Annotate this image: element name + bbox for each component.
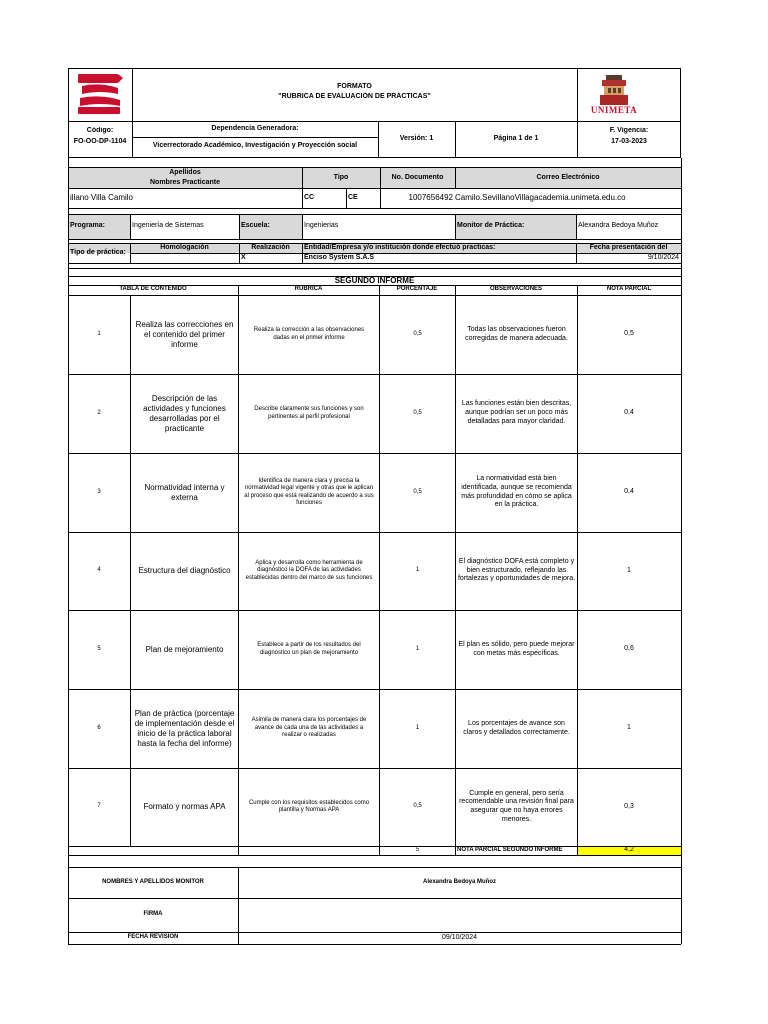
section-title: SEGUNDO INFORME — [334, 276, 415, 285]
program-label: Programa: — [70, 222, 106, 230]
row-observation: Cumple en general, pero sería recomendable una revisión final para asegurar que no haya errores menores. — [459, 789, 574, 823]
row-number: 4 — [97, 567, 101, 574]
row-rubric: Cumple con los requisitos establecidos como plantilla y Normas APA — [248, 799, 370, 813]
names-label-2: Nombres Practicante — [149, 178, 221, 186]
row-grade: 0,4 — [624, 409, 634, 417]
row-content: Normatividad interna y externa — [144, 482, 225, 502]
monitor-label: Monitor de Práctica: — [457, 222, 525, 230]
program-value: Ingeniería de Sistemas — [132, 222, 204, 230]
row-percent: 0,5 — [413, 803, 422, 810]
code-value: FO-OO-DP-1104 — [73, 137, 127, 145]
institution-logo — [74, 72, 126, 116]
row-observation: Los porcentajes de avance son claros y detallados correctamente. — [463, 719, 570, 736]
realization-mark: X — [241, 253, 246, 261]
email-label: Correo Electrónico — [536, 173, 600, 181]
row-content: Descripción de las actividades y funciones desarrolladas por el practicante — [143, 393, 226, 433]
row-number: 5 — [97, 645, 101, 652]
row-content: Plan de mejoramiento — [145, 644, 224, 654]
col-content: TABLA DE CONTENIDO — [119, 286, 187, 293]
row-percent: 0,5 — [413, 330, 422, 337]
monitor-value: Alexandra Bedoya Muñoz — [578, 222, 659, 230]
total-grade: 4,2 — [624, 846, 634, 854]
student-email: Camilo.SevillanoVillagacademia.unimeta.edu.co — [455, 193, 626, 202]
names-label-1: Apellidos — [169, 168, 201, 176]
firma-label: FIRMA — [143, 911, 163, 918]
row-rubric: Asimila de manera clara los porcentajes de avance de cada una de las actividades a realizar o realizadas — [251, 717, 367, 739]
type-label: Tipo — [333, 173, 349, 181]
col-observations: OBSERVACIONES — [489, 286, 543, 293]
format-title: FORMATO — [337, 82, 372, 90]
row-rubric: Identifica de manera clara y precisa la normatividad legal vigente y otras que le aplican al proceso que está realizando de acuerdo a sus funciones — [244, 477, 374, 506]
code-label: Código: — [86, 127, 114, 135]
unimeta-logo-text: UNIMETA — [590, 105, 638, 115]
total-label: NOTA PARCIAL SEGUNDO INFORME — [457, 846, 563, 853]
monitor-signature-label: NOMBRES Y APELLIDOS MONITOR — [102, 878, 204, 885]
row-observation: Todas las observaciones fueron corregidas de manera adecuada. — [465, 325, 568, 342]
homologation-label: Homologación — [160, 243, 209, 251]
row-grade: 0,3 — [624, 802, 634, 810]
row-percent: 0,5 — [413, 409, 422, 416]
row-rubric: Realiza la corrección a las observaciones dadas en el primer informe — [253, 327, 365, 341]
row-observation: El plan es sólido, pero puede mejorar con metas más específicas. — [458, 640, 575, 657]
row-number: 1 — [97, 330, 101, 337]
school-label: Escuela: — [241, 222, 270, 230]
row-grade: 0,6 — [624, 645, 634, 653]
row-grade: 1 — [627, 566, 631, 574]
row-content: Estructura del diagnóstico — [138, 566, 231, 575]
monitor-signature-value: Alexandra Bedoya Muñoz — [422, 878, 496, 885]
row-observation: El diagnóstico DOFA está completo y bien estructurado, reflejando las fortalezas y oportunidades de mejora. — [457, 557, 576, 583]
format-subtitle: "RUBRICA DE EVALUACIÓN DE PRÁCTICAS" — [278, 92, 431, 100]
validity-label: F. Vigencia: — [609, 127, 649, 135]
ce-label: CE — [348, 193, 358, 201]
row-number: 3 — [97, 488, 101, 495]
row-grade: 0,4 — [624, 488, 634, 496]
row-percent: 1 — [415, 724, 420, 731]
row-rubric: Describe claramente sus funciones y son pertinentes al perfil profesional — [254, 406, 364, 420]
cc-label: CC — [304, 193, 315, 201]
row-percent: 1 — [415, 567, 420, 574]
row-observation: Las funciones están bien descritas, aunque podrían ser un poco más detalladas para mayor claridad. — [461, 400, 572, 425]
row-grade: 1 — [627, 724, 631, 732]
row-percent: 1 — [415, 645, 420, 652]
col-grade: NOTA PARCIAL — [606, 286, 652, 293]
dependency-value: Vicerrectorado Académico, Investigación y Proyección social — [152, 142, 358, 150]
review-date-label: FECHA REVISIÓN — [127, 934, 179, 941]
document-number: 1007656492 — [408, 193, 453, 202]
presentation-date-label: Fecha presentación del — [589, 243, 668, 251]
row-grade: 0,5 — [624, 330, 634, 338]
row-number: 2 — [97, 409, 101, 416]
row-content: Plan de práctica (porcentaje de implementación desde el inicio de la práctica laboral hasta la fecha del informe) — [134, 708, 235, 748]
entity-label: Entidad/Empresa y/o institución donde efectuó practicas: — [304, 243, 496, 251]
col-percent: PORCENTAJE — [396, 286, 438, 293]
row-rubric: Aplica y desarrolla como herramienta de diagnóstico la DOFA de las actividades establecidas dentro del marco de sus funciones — [245, 559, 373, 581]
row-observation: La normatividad está bien identificada, aunque se recomienda más profundidad en cómo se aplica en la práctica. — [461, 475, 572, 509]
total-percent: 5 — [415, 846, 420, 853]
practice-type-label: Tipo de práctica: — [70, 249, 126, 257]
firma-field — [238, 898, 681, 932]
review-date-value: 09/10/2024 — [441, 933, 478, 941]
row-number: 6 — [97, 724, 101, 731]
row-rubric: Establece a partir de los resultados del diagnóstico un plan de mejoramiento — [257, 642, 361, 656]
row-content: Formato y normas APA — [143, 802, 226, 811]
row-content: Realiza las correcciones en el contenido del primer informe — [135, 319, 234, 349]
entity-value: Enciso System S.A.S — [304, 253, 375, 261]
school-value: Ingenierias — [304, 222, 339, 230]
row-percent: 0,5 — [413, 488, 422, 495]
document-label: No. Documento — [391, 173, 444, 181]
unimeta-logo — [590, 73, 638, 117]
page-number: Página 1 de 1 — [493, 135, 539, 143]
realization-label: Realización — [251, 243, 290, 251]
presentation-date-value: 9/10/2024 — [647, 253, 679, 261]
row-number: 7 — [97, 803, 101, 810]
dependency-label: Dependencia Generadora: — [211, 124, 299, 132]
student-name: illano Villa Camilo — [70, 193, 133, 202]
version: Versión: 1 — [399, 135, 434, 143]
validity-value: 17-03-2023 — [611, 137, 647, 145]
col-rubric: RUBRICA — [294, 286, 323, 293]
